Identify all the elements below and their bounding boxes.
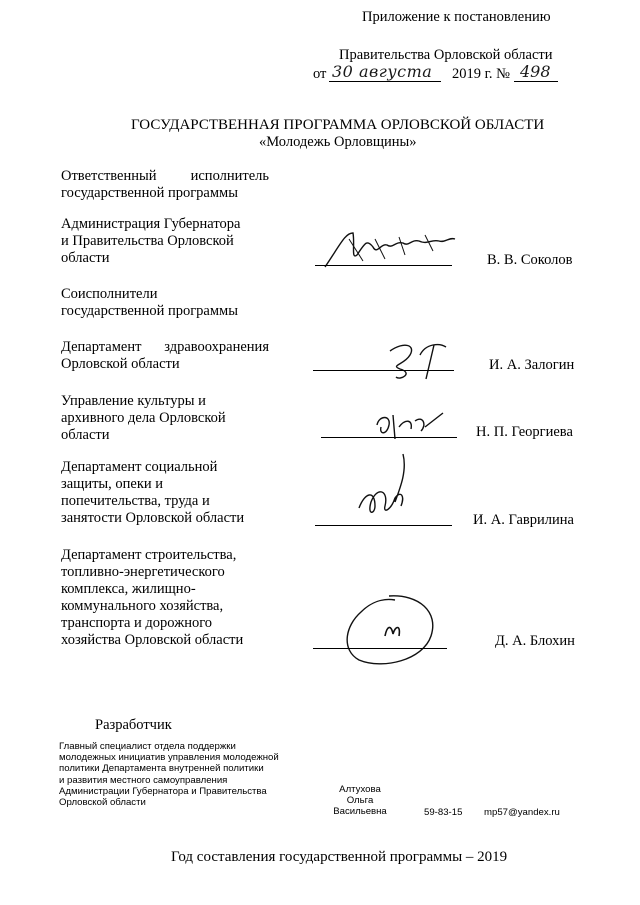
signature-blokhin xyxy=(335,590,455,680)
coexecutor-org-health xyxy=(61,339,269,373)
coexecutor-org-line: области xyxy=(61,427,110,443)
coexecutor-org-line: архивного дела Орловской xyxy=(61,410,226,426)
responsible-heading-line-2: государственной программы xyxy=(61,185,238,201)
coexecutor-org-line: попечительства, труда и xyxy=(61,493,210,509)
developer-name xyxy=(330,784,390,818)
coexecutor-org-line-2: Орловской области xyxy=(61,356,180,372)
coexecutor-org-line: Управление культуры и xyxy=(61,393,206,409)
coexecutor-org-construction xyxy=(61,547,243,649)
developer-name-line: Васильевна xyxy=(333,806,387,818)
coexecutors-heading-line: государственной программы xyxy=(61,303,238,319)
signature-line xyxy=(313,648,447,649)
header-date-year: 2019 г. № xyxy=(452,66,511,82)
coexecutor-org-line: транспорта и дорожного xyxy=(61,615,213,631)
responsible-heading-word-2: исполнитель xyxy=(190,168,269,184)
coexecutor-org-line: занятости Орловской области xyxy=(61,510,245,526)
footer-year: Год составления государственной программы – 2019 xyxy=(171,849,508,865)
coexecutor-org-line: Департамент строительства, xyxy=(61,547,237,563)
responsible-name: В. В. Соколов xyxy=(487,252,573,268)
developer-name-line: Ольга xyxy=(346,795,374,807)
coexecutor-org-line: комплекса, жилищно- xyxy=(61,581,196,597)
signature-line xyxy=(315,525,452,526)
number-underline xyxy=(514,81,558,82)
coexecutor-org-line: защиты, опеки и xyxy=(61,476,164,492)
coexecutor-name: Д. А. Блохин xyxy=(495,633,575,649)
coexecutor-name: Н. П. Георгиева xyxy=(476,424,573,440)
responsible-org-line: и Правительства Орловской xyxy=(61,233,234,249)
developer-email: mp57@yandex.ru xyxy=(484,807,560,818)
developer-heading: Разработчик xyxy=(95,717,172,733)
responsible-org-line: Администрация Губернатора xyxy=(61,216,241,232)
header-number-handwritten: 498 xyxy=(520,62,551,81)
header-line-2: Правительства Орловской области xyxy=(339,47,553,63)
responsible-org xyxy=(61,216,240,267)
signature-gavrilina xyxy=(345,450,425,530)
developer-phone: 59-83-15 xyxy=(424,807,463,818)
responsible-heading-word-1: Ответственный xyxy=(61,168,157,184)
developer-position-line: Главный специалист отдела поддержки xyxy=(59,741,236,752)
developer-position-line: политики Департамента внутренней политики xyxy=(59,763,264,775)
responsible-org-line: области xyxy=(61,250,110,266)
coexecutor-org-culture xyxy=(61,393,226,444)
coexecutor-org-social xyxy=(61,459,244,527)
coexecutors-heading xyxy=(61,286,238,320)
developer-name-line: Алтухова xyxy=(339,784,381,795)
date-underline xyxy=(329,81,441,82)
signature-line xyxy=(313,370,454,371)
header-line-1: Приложение к постановлению xyxy=(362,9,551,25)
responsible-heading xyxy=(61,168,269,202)
developer-position-line: и развития местного самоуправления xyxy=(59,774,228,786)
developer-position-line: молодежных инициатив управления молодежной xyxy=(59,752,279,764)
coexecutor-name: И. А. Гаврилина xyxy=(473,512,574,528)
header-date-prefix: от xyxy=(313,66,327,82)
coexecutor-org-word-2: здравоохранения xyxy=(164,339,269,355)
page-title: ГОСУДАРСТВЕННАЯ ПРОГРАММА ОРЛОВСКОЙ ОБЛАСТИ xyxy=(131,117,545,133)
coexecutor-org-line: Департамент социальной xyxy=(61,459,218,475)
coexecutor-org-line: хозяйства Орловской области xyxy=(61,632,244,648)
header-date-handwritten: 30 августа xyxy=(332,62,433,81)
signature-line xyxy=(315,265,452,266)
developer-position-line: Администрации Губернатора и Правительства xyxy=(59,785,267,797)
coexecutors-heading-line: Соисполнители xyxy=(61,286,158,302)
coexecutor-org-line: коммунального хозяйства, xyxy=(61,598,224,614)
signature-georgieva xyxy=(365,405,455,450)
developer-position-line: Орловской области xyxy=(59,797,146,809)
signature-zalogin xyxy=(370,335,460,385)
coexecutor-org-line: топливно-энергетического xyxy=(61,564,225,580)
coexecutor-name: И. А. Залогин xyxy=(489,357,575,373)
developer-position xyxy=(59,741,279,808)
signature-sokolov xyxy=(315,225,465,275)
coexecutor-org-word-1: Департамент xyxy=(61,339,142,355)
signature-line xyxy=(321,437,457,438)
page-subtitle: «Молодежь Орловщины» xyxy=(259,134,417,150)
